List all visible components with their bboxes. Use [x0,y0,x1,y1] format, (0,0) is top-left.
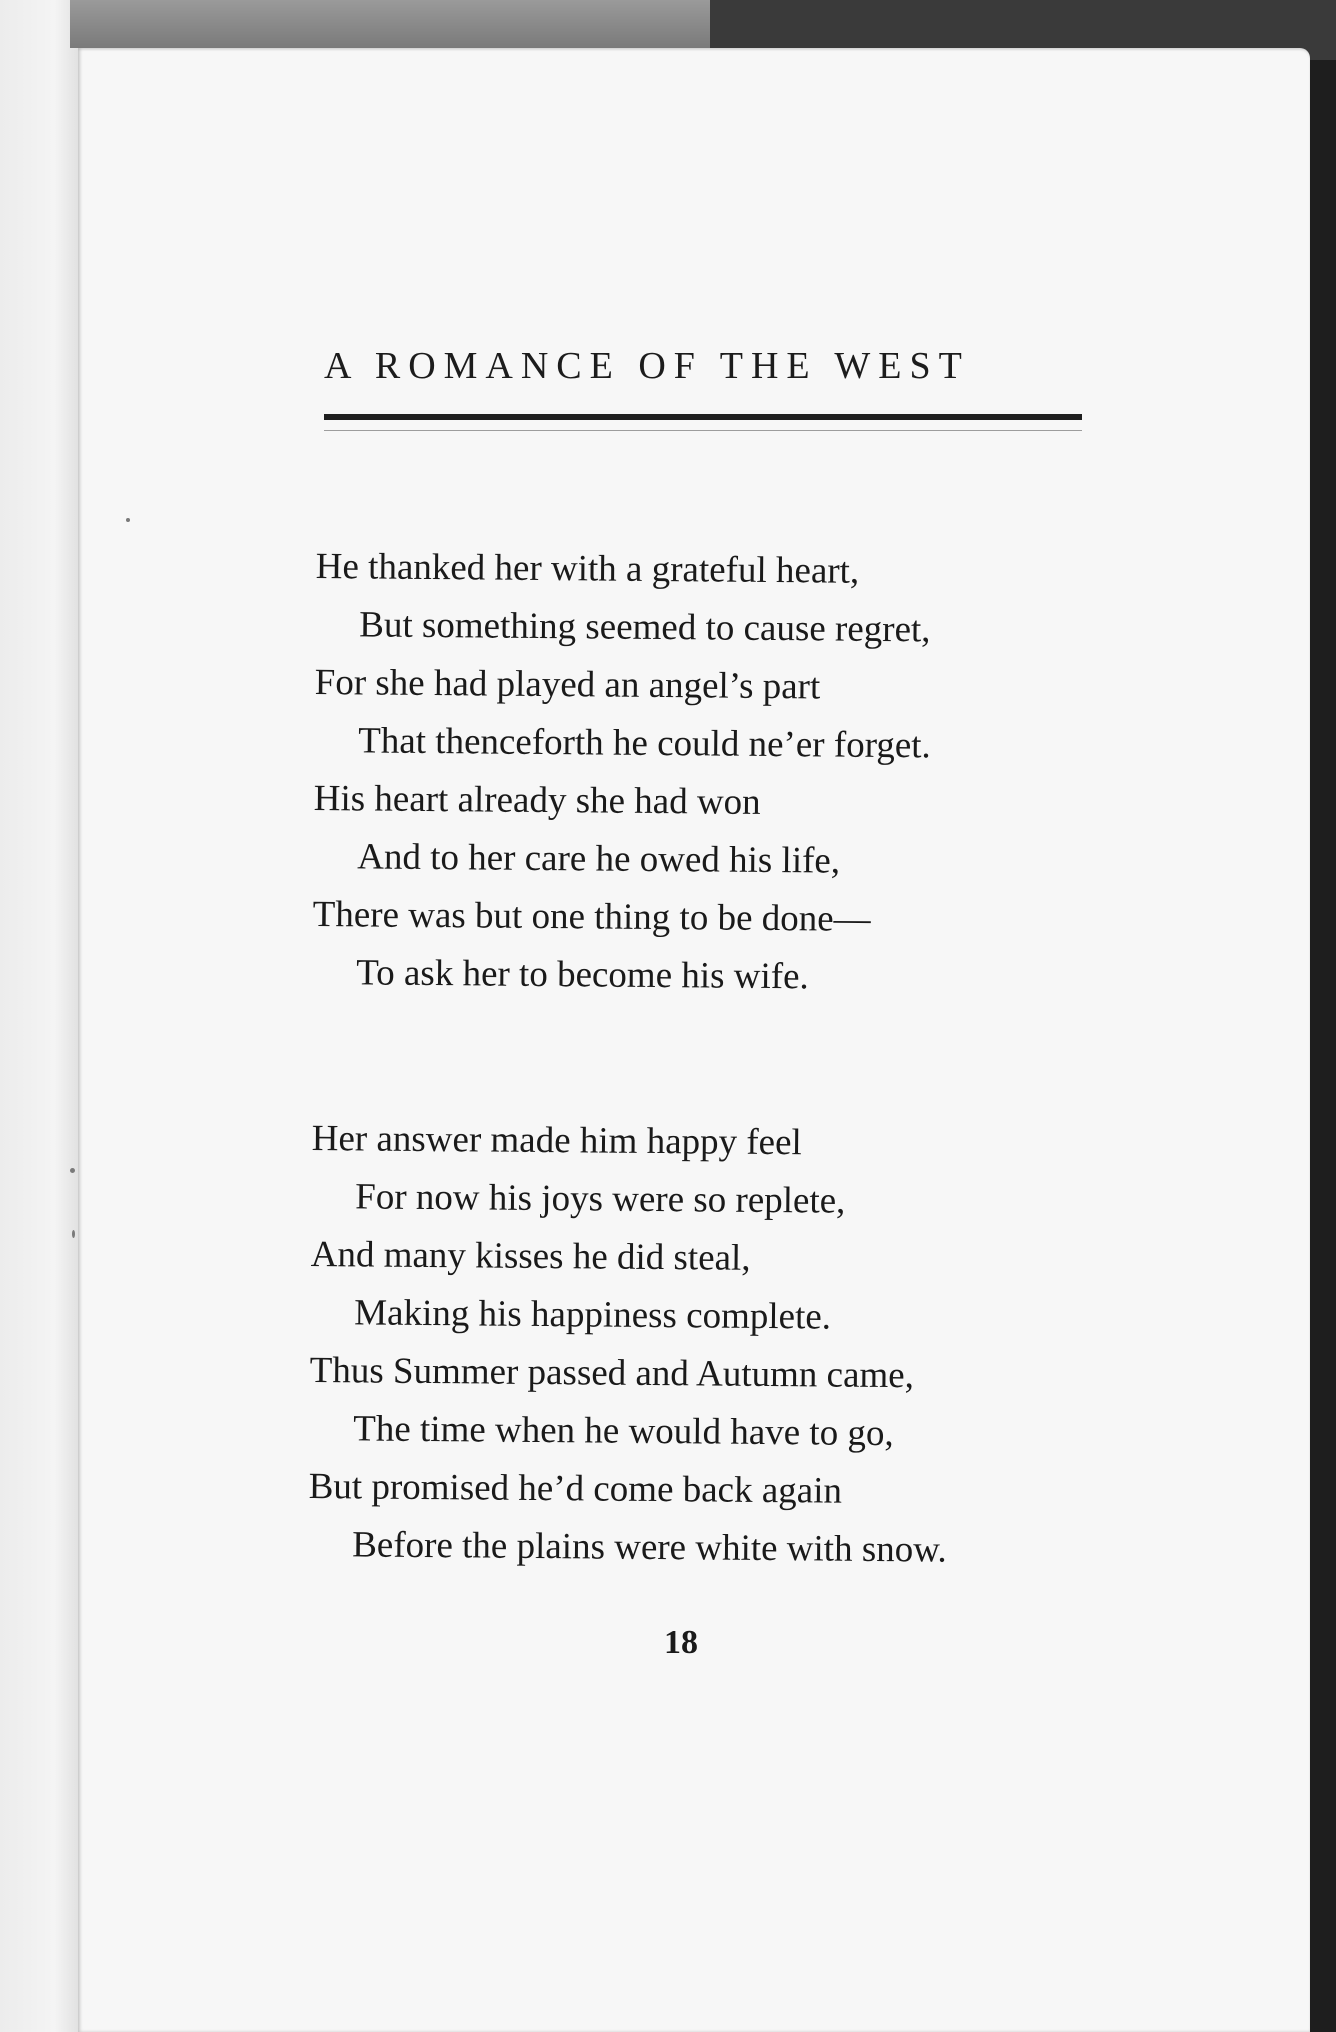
verse-line: And to her care he owed his life, [357,836,841,882]
verse-line: That thenceforth he could ne’er forget. [358,720,931,767]
verse-line: But promised he’d come back again [308,1465,843,1512]
stanza-2 [308,1110,1032,1580]
verse-line: There was but one thing to be done— [312,893,871,940]
stanza-1 [312,538,1036,1008]
facing-page-edge [0,0,78,2032]
paper-speck [70,1168,75,1173]
paper-speck [126,518,130,522]
verse-line: For now his joys were so replete, [355,1176,846,1222]
verse-line: To ask her to become his wife. [356,952,809,998]
book-cover-edge [70,0,710,48]
verse-line: Before the plains were white with snow. [352,1524,947,1571]
running-title: A ROMANCE OF THE WEST [324,345,970,387]
verse-line: And many kisses he did steal, [310,1233,751,1279]
verse-line: Making his happiness complete. [354,1292,832,1338]
paper-speck [72,1230,75,1238]
header-rule-thin [324,430,1082,431]
verse-line: His heart already she had won [313,777,761,823]
page-number: 18 [664,1624,698,1661]
verse-line: But something seemed to cause regret, [359,604,931,651]
scan-background-edge [1310,60,1336,2032]
verse-line: The time when he would have to go, [353,1408,894,1455]
verse-line: Thus Summer passed and Autumn came, [309,1349,915,1397]
header-rule [324,414,1082,420]
verse-line: For she had played an angel’s part [314,661,821,708]
verse-line: He thanked her with a grateful heart, [315,545,860,592]
verse-line: Her answer made him happy feel [311,1117,802,1164]
